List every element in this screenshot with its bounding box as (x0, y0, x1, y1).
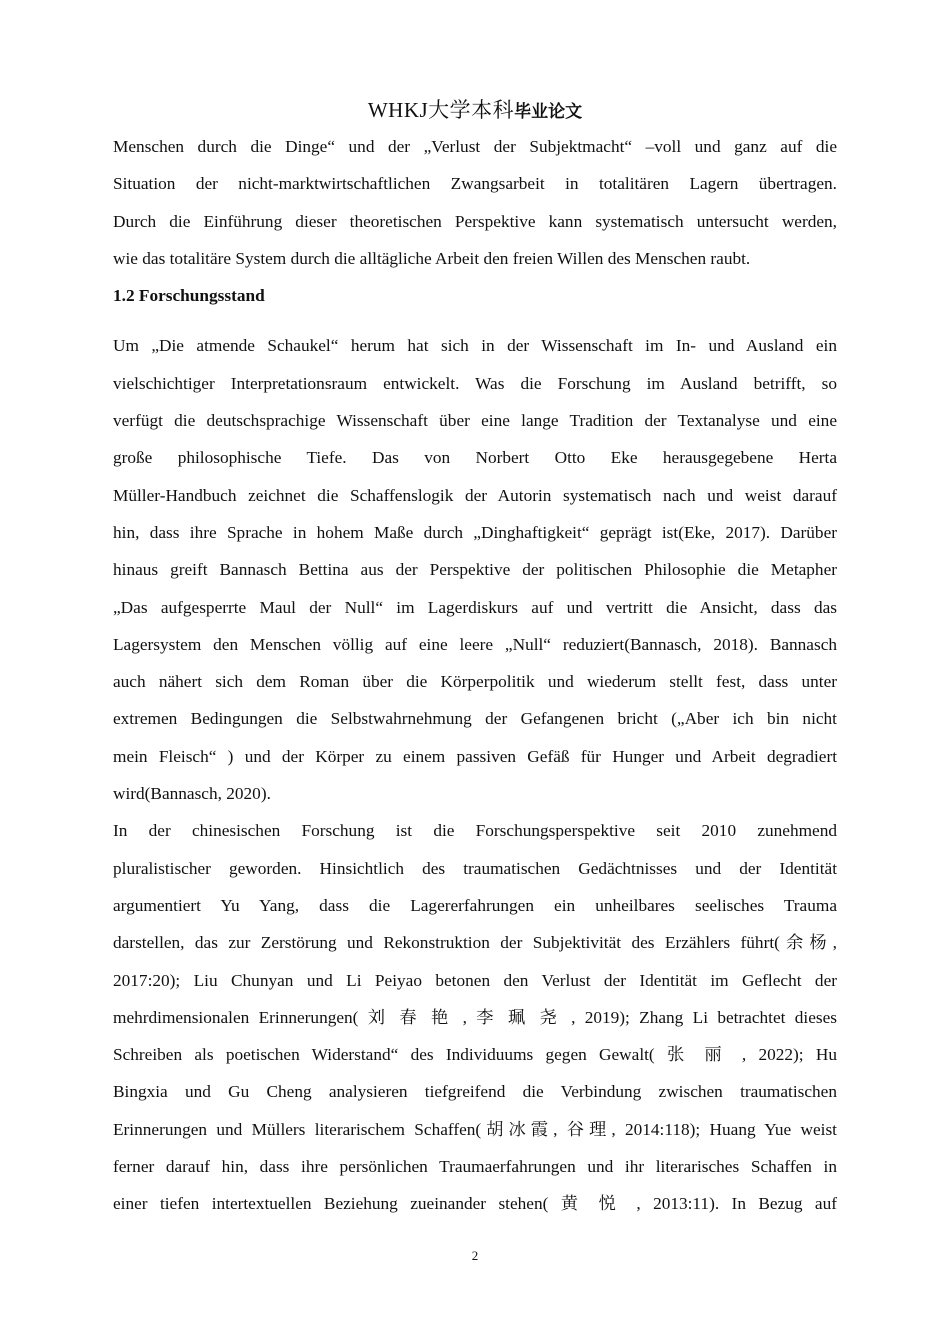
text-line: vielschichtiger Interpretationsraum entwickelt. Was die Forschung im Ausland betrifft, so (113, 373, 837, 393)
paragraph-3 (113, 812, 837, 1222)
text-line: Um „Die atmende Schaukel“ herum hat sich in der Wissenschaft im In- und Ausland ein (113, 336, 837, 356)
text-line: Situation der nicht-marktwirtschaftlichen Zwangsarbeit in totalitären Lagern übertragen. (113, 174, 837, 194)
text-line: In der chinesischen Forschung ist die Forschungsperspektive seit 2010 zunehmend (113, 821, 837, 841)
spacer (113, 314, 837, 327)
body-text (113, 128, 837, 1223)
text-line: „Das aufgesperrte Maul der Null“ im Lagerdiskurs auf und vertritt die Ansicht, dass das (113, 597, 837, 617)
text-line: pluralistischer geworden. Hinsichtlich des traumatischen Gedächtnisses und der Identität (113, 858, 837, 878)
section-heading: 1.2 Forschungsstand (113, 286, 265, 306)
text-line: verfügt die deutschsprachige Wissenschaft über eine lange Tradition der Textanalyse und eine (113, 411, 837, 431)
text-line: wie das totalitäre System durch die alltägliche Arbeit den freien Willen des Menschen raubt. (113, 248, 751, 268)
text-line: Bingxia und Gu Cheng analysieren tiefgreifend die Verbindung zwischen traumatischen (113, 1082, 837, 1102)
text-line: extremen Bedingungen die Selbstwahrnehmung der Gefangenen bricht („Aber ich bin nicht (113, 709, 837, 729)
paragraph-1 (113, 128, 837, 277)
text-line: auch nähert sich dem Roman über die Körperpolitik und wiederum stellt fest, dass unter (113, 672, 837, 692)
text-line: darstellen, das zur Zerstörung und Rekonstruktion der Subjektivität des Erzählers führt(余杨, (113, 933, 837, 953)
text-line: Lagersystem den Menschen völlig auf eine leere „Null“ reduziert(Bannasch, 2018). Bannasch (113, 634, 837, 654)
text-line: wird(Bannasch, 2020). (113, 784, 271, 804)
text-line: hinaus greift Bannasch Bettina aus der Perspektive der politischen Philosophie die Metapher (113, 560, 837, 580)
page-number: 2 (471, 1248, 479, 1263)
text-line: einer tiefen intertextuellen Beziehung zueinander stehen( 黄 悦 , 2013:11). In Bezug auf (113, 1194, 837, 1214)
text-line: mein Fleisch“ ) und der Körper zu einem passiven Gefäß für Hunger und Arbeit degradiert (113, 746, 837, 766)
page-header (0, 94, 950, 124)
header-title-main: WHKJ大学本科 (367, 98, 515, 122)
text-line: Schreiben als poetischen Widerstand“ des Individuums gegen Gewalt( 张 丽 , 2022); Hu (113, 1045, 837, 1065)
header-title-bold: 毕业论文 (514, 102, 583, 122)
paragraph-2 (113, 327, 837, 812)
text-line: ferner darauf hin, dass ihre persönlichen Traumaerfahrungen und ihr literarisches Schaffen in (113, 1157, 837, 1177)
text-line: argumentiert Yu Yang, dass die Lagererfahrungen ein unheilbares seelisches Trauma (113, 895, 837, 915)
text-line: Durch die Einführung dieser theoretischen Perspektive kann systematisch untersucht werden, (113, 211, 837, 231)
text-line: Menschen durch die Dinge“ und der „Verlust der Subjektmacht“ –voll und ganz auf die (113, 137, 837, 156)
text-line: große philosophische Tiefe. Das von Norbert Otto Eke herausgegebene Herta (113, 448, 837, 468)
text-line: hin, dass ihre Sprache in hohem Maße durch „Dinghaftigkeit“ geprägt ist(Eke, 2017). Darüber (113, 522, 837, 542)
text-line: 2017:20); Liu Chunyan und Li Peiyao betonen den Verlust der Identität im Geflecht der (113, 970, 837, 990)
text-line: mehrdimensionalen Erinnerungen( 刘 春 艳 , 李 珮 尧 , 2019); Zhang Li betrachtet dieses (113, 1007, 837, 1027)
text-line: Erinnerungen und Müllers literarischem Schaffen(胡冰霞, 谷理, 2014:118); Huang Yue weist (113, 1119, 837, 1139)
text-line: Müller-Handbuch zeichnet die Schaffenslogik der Autorin systematisch nach und weist darauf (113, 485, 837, 505)
